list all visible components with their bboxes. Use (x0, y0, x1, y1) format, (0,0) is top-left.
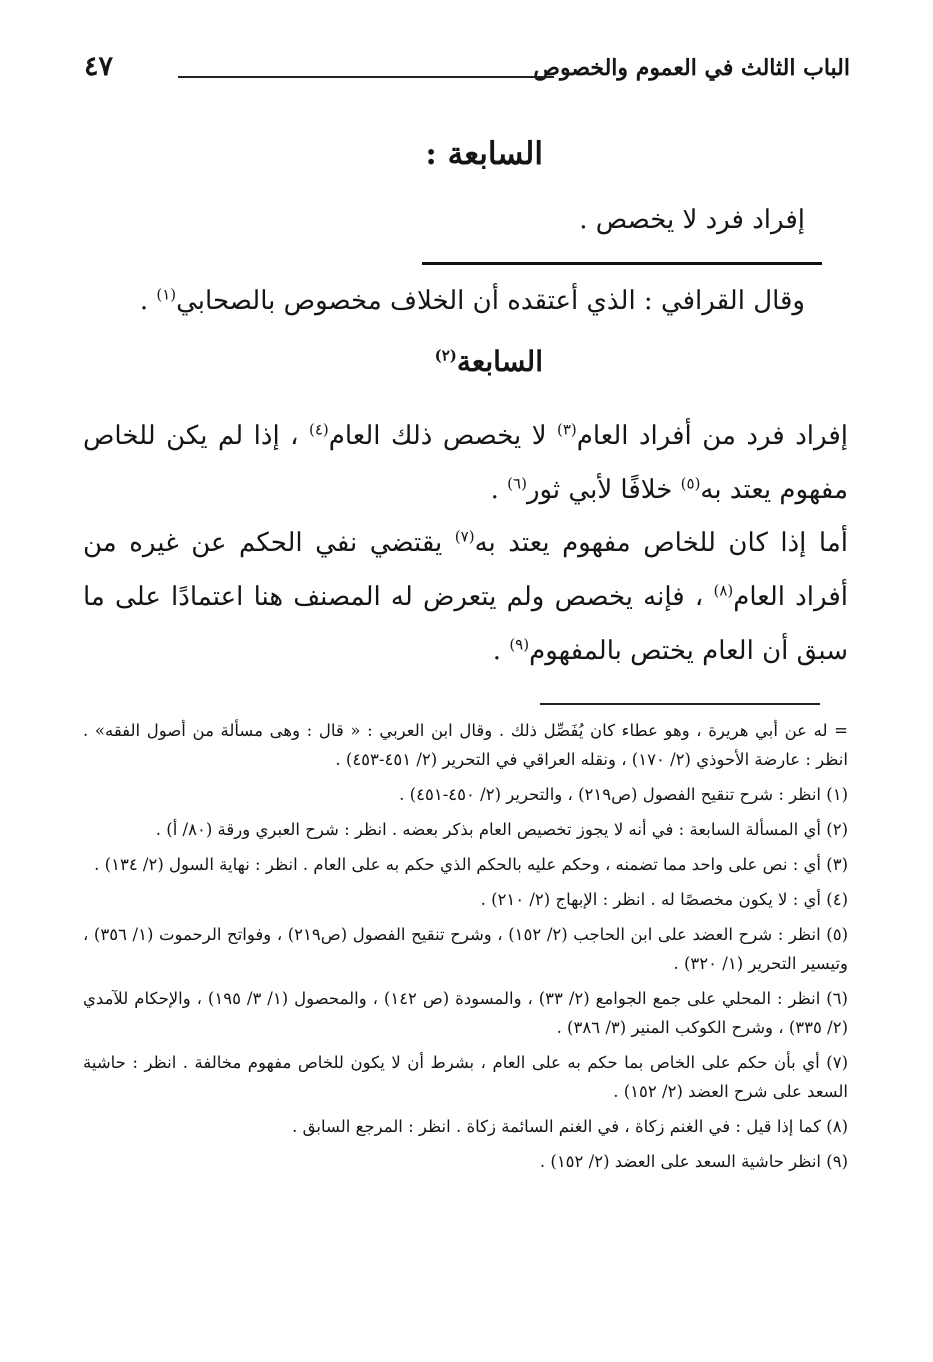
running-title: الباب الثالث في العموم والخصوص (533, 55, 850, 81)
qarafi-quote (140, 286, 805, 316)
para1-text-2: لا يخصص ذلك العام (328, 421, 557, 451)
footnote-5: (٥) انظر : شرح العضد على ابن الحاجب (٢/ ١٥٢) ، وشرح تنقيح الفصول (ص٢١٩) ، وفواتح الرحموت (١/ ٣٥٦) ، وتيسير التحرير (١/ ٣٢٠) . (83, 925, 849, 973)
paragraph-2 (83, 516, 848, 678)
paragraph-1 (83, 409, 848, 517)
footnote-8: (٨) كما إذا قيل : في الغنم زكاة ، في الغنم السائمة زكاة . انظر : المرجع السابق . (292, 1117, 848, 1136)
para2-text-4: . (492, 636, 510, 666)
footnote-ref-5[interactable]: (٥) (680, 474, 701, 493)
footnote-ref-6[interactable]: (٦) (507, 474, 527, 493)
footnote-ref-2[interactable]: (٢) (434, 346, 457, 365)
footnote-ref-8[interactable]: (٨) (713, 581, 734, 600)
heading-text: السابعة (456, 345, 543, 378)
page-number: ٤٧ (84, 51, 114, 82)
para2-text-1: أما إذا كان للخاص مفهوم يعتد به (474, 528, 848, 558)
page-header (70, 51, 850, 95)
quote-text: وقال القرافي : الذي أعتقده أن الخلاف مخصوص بالصحابي (176, 286, 805, 316)
para2-text-2: يقتضي نفي الحكم عن غيره من أفراد العام (83, 528, 848, 612)
footnote-ref-1[interactable]: (١) (156, 285, 177, 304)
quote-end: . (139, 286, 157, 316)
para1-text-3: ، إذا لم يكن للخاص مفهوم يعتد به (83, 421, 848, 505)
section-heading-seventh-second (435, 345, 543, 378)
footnote-3: (٣) أي : نص على واحد مما تضمنه ، وحكم عليه بالحكم الذي حكم به على العام . انظر : نهاية السول (٢/ ١٣٤) . (94, 855, 848, 874)
footnote-6: (٦) انظر : المحلي على جمع الجوامع (٢/ ٣٣) ، والمسودة (ص ١٤٢) ، والمحصول (١/ ٣/ ١٩٥) ، والإحكام للآمدي (٢/ ٣٣٥) ، وشرح الكوكب المنير (٣/ ٣٨٦) . (83, 989, 848, 1037)
statement-text: إفراد فرد لا يخصص . (579, 205, 805, 235)
para1-text-4: خلافًا لأبي ثور (526, 475, 681, 505)
footnote-ref-4[interactable]: (٤) (309, 420, 329, 439)
footnote-ref-7[interactable]: (٧) (454, 527, 475, 546)
footnote-4: (٤) أي : لا يكون مخصصًا له . انظر : الإبهاج (٢/ ٢١٠) . (480, 890, 848, 909)
footnote-2: (٢) أي المسألة السابعة : في أنه لا يجوز تخصيص العام بذكر بعضه . انظر : شرح العبري ورقة (٨٠/ أ) . (155, 820, 848, 839)
footnote-separator (540, 703, 820, 705)
footnote-ref-9[interactable]: (٩) (509, 635, 530, 654)
section-heading-seventh: السابعة : (425, 136, 543, 172)
para2-text-3: ، فإنه يخصص ولم يتعرض له المصنف هنا اعتمادًا على ما سبق أن العام يختص بالمفهوم (83, 582, 848, 666)
footnote-7: (٧) أي بأن حكم على الخاص بما حكم به على العام ، بشرط أن لا يكون للخاص مفهوم مخالفة . انظر : حاشية السعد على شرح العضد (٢/ ١٥٢) . (83, 1053, 848, 1101)
statement-underline (422, 262, 822, 265)
footnotes (83, 716, 848, 1182)
header-rule (178, 76, 554, 78)
para1-text-5: . (490, 475, 508, 505)
footnote-1: (١) انظر : شرح تنقيح الفصول (ص٢١٩) ، والتحرير (٢/ ٤٥٠-٤٥١) . (399, 785, 848, 804)
footnote-continuation: = له عن أبي هريرة ، وهو عطاء كان يُفَصِّل ذلك . وقال ابن العربي : « قال : وهى مسألة من أصول الفقه» . انظر : عارضة الأحوذي (٢/ ١٧٠) ، ونقله العراقي في التحرير (٢/ ٤٥١-٤٥٣) . (83, 721, 848, 769)
para1-text-1: إفراد فرد من أفراد العام (576, 421, 848, 451)
footnote-ref-3[interactable]: (٣) (557, 420, 577, 439)
footnote-9: (٩) انظر حاشية السعد على العضد (٢/ ١٥٢) . (539, 1152, 848, 1171)
